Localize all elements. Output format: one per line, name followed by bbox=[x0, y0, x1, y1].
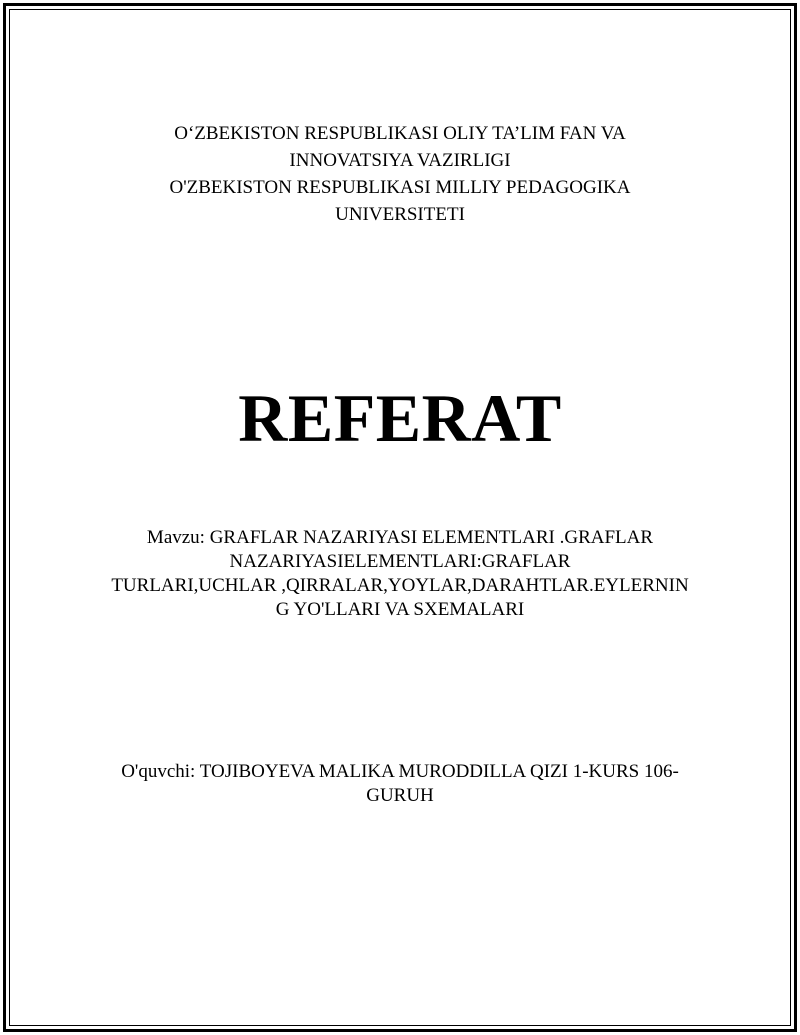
header-line: UNIVERSITETI bbox=[335, 204, 465, 225]
header-line: O‘ZBEKISTON RESPUBLIKASI OLIY TA’LIM FAN VA bbox=[174, 123, 626, 144]
topic-block bbox=[110, 526, 690, 622]
header-line: INNOVATSIYA VAZIRLIGI bbox=[289, 150, 511, 171]
student-line: GURUH bbox=[366, 785, 434, 806]
document-title: REFERAT bbox=[238, 380, 562, 456]
topic-line: G YO'LLARI VA SXEMALARI bbox=[275, 599, 525, 620]
ministry-header bbox=[0, 120, 800, 228]
student-block bbox=[110, 760, 690, 808]
student-line: O'quvchi: TOJIBOYEVA MALIKA MURODDILLA QIZI 1-KURS 106- bbox=[121, 761, 679, 782]
topic-line: Mavzu: GRAFLAR NAZARIYASI ELEMENTLARI .GRAFLAR bbox=[146, 527, 654, 548]
topic-line: NAZARIYASIELEMENTLARI:GRAFLAR bbox=[229, 551, 571, 572]
topic-line: TURLARI,UCHLAR ,QIRRALAR,YOYLAR,DARAHTLAR.EYLERNIN bbox=[111, 575, 689, 596]
header-line: O'ZBEKISTON RESPUBLIKASI MILLIY PEDAGOGIKA bbox=[169, 177, 631, 198]
